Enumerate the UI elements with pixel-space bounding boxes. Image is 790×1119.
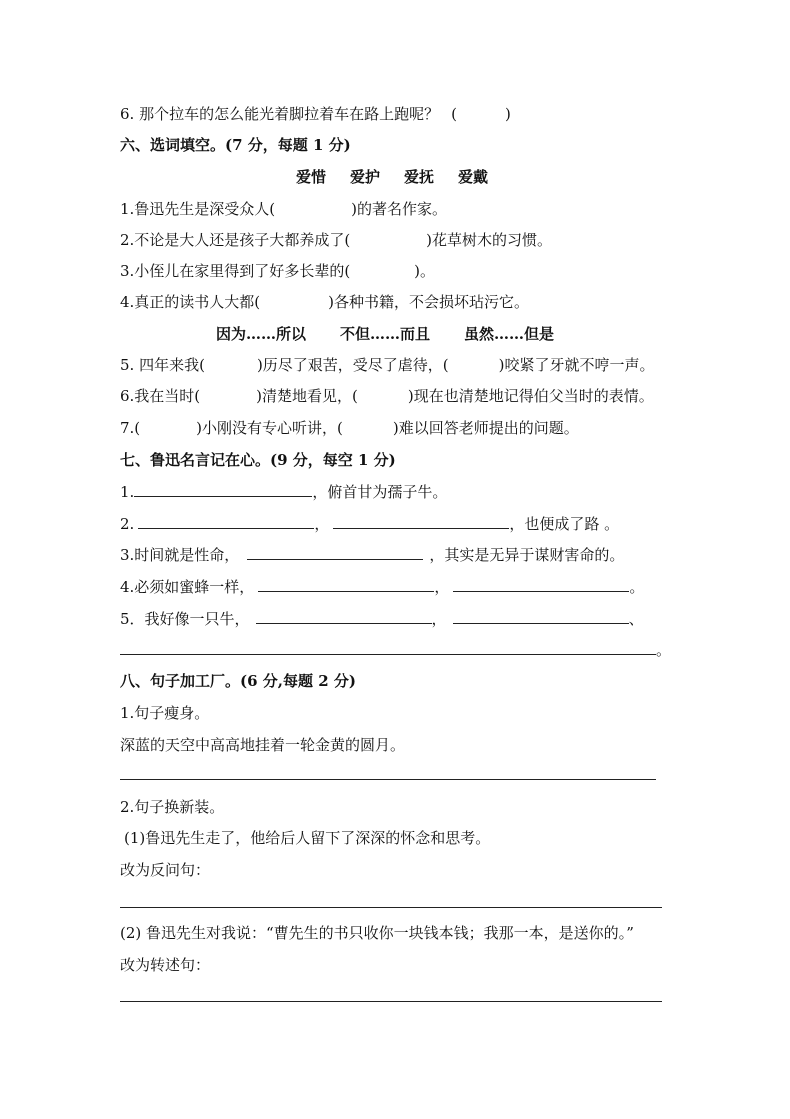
task-1-label: 1.句子瘦身。 — [120, 704, 210, 722]
conjunction-choice: 不但……而且 — [340, 325, 431, 343]
conjunction-choices — [216, 324, 588, 344]
answer-line[interactable] — [247, 545, 423, 560]
answer-line[interactable] — [120, 1001, 662, 1002]
task-2b-instruction: 改为转述句： — [120, 956, 211, 974]
word-choice: 爱护 — [350, 168, 381, 186]
fill-item-6: 6.我在当时( )清楚地看见，( )现在也清楚地记得伯父当时的表情。 — [120, 387, 654, 405]
section-8-title: 八、句子加工厂。(6 分,每题 2 分) — [120, 672, 356, 690]
answer-line[interactable] — [138, 514, 314, 529]
answer-line[interactable] — [453, 609, 629, 624]
word-choice: 爱戴 — [458, 168, 489, 186]
conjunction-choice: 虽然……但是 — [464, 325, 555, 343]
fill-item-4: 4.真正的读书人大都( )各种书籍，不会损坏玷污它。 — [120, 293, 530, 311]
word-choices — [296, 167, 512, 187]
quote-1: 1. ，俯首甘为孺子牛。 — [120, 483, 448, 501]
conjunction-choice: 因为……所以 — [216, 325, 307, 343]
task-1-sentence: 深蓝的天空中高高地挂着一轮金黄的圆月。 — [120, 736, 406, 754]
task-2b-sentence: (2) 鲁迅先生对我说：“曹先生的书只收你一块钱本钱；我那一本，是送你的。” — [120, 924, 634, 942]
answer-line[interactable] — [256, 609, 432, 624]
fill-item-1: 1.鲁迅先生是深受众人( )的著名作家。 — [120, 200, 448, 218]
task-2-label: 2.句子换新装。 — [120, 798, 225, 816]
answer-line[interactable] — [134, 482, 312, 497]
quote-2: 2. ， ，也便成了路 。 — [120, 515, 620, 533]
question-6: 6. 那个拉车的怎么能光着脚拉着车在路上跑呢？ ( ) — [120, 105, 511, 123]
fill-item-3: 3.小侄儿在家里得到了好多长辈的( )。 — [120, 262, 436, 280]
fill-item-5: 5. 四年来我( )历尽了艰苦，受尽了虐待，( )咬紧了牙就不哼一声。 — [120, 356, 655, 374]
fill-item-7: 7.( )小刚没有专心听讲，( )难以回答老师提出的问题。 — [120, 419, 579, 437]
answer-line[interactable] — [453, 577, 629, 592]
task-2a-sentence: (1)鲁迅先生走了，他给后人留下了深深的怀念和思考。 — [124, 829, 491, 847]
answer-line[interactable] — [120, 779, 656, 780]
fill-item-2: 2.不论是大人还是孩子大都养成了( )花草树木的习惯。 — [120, 231, 553, 249]
word-choice: 爱抚 — [404, 168, 435, 186]
answer-line[interactable] — [333, 514, 509, 529]
word-choice: 爱惜 — [296, 168, 327, 186]
quote-5: 5．我好像一只牛， ， 、 — [120, 610, 644, 628]
quote-5-continued: 。 — [120, 640, 671, 660]
answer-line[interactable] — [258, 577, 434, 592]
answer-line[interactable] — [120, 907, 662, 908]
quote-4: 4.必须如蜜蜂一样， ， 。 — [120, 578, 645, 596]
section-7-title: 七、鲁迅名言记在心。(9 分，每空 1 分) — [120, 451, 396, 469]
task-2a-instruction: 改为反问句： — [120, 861, 211, 879]
section-6-title: 六、选词填空。(7 分，每题 1 分) — [120, 136, 351, 154]
answer-line[interactable] — [120, 640, 656, 655]
quote-3: 3.时间就是性命， ，其实是无异于谋财害命的。 — [120, 546, 625, 564]
